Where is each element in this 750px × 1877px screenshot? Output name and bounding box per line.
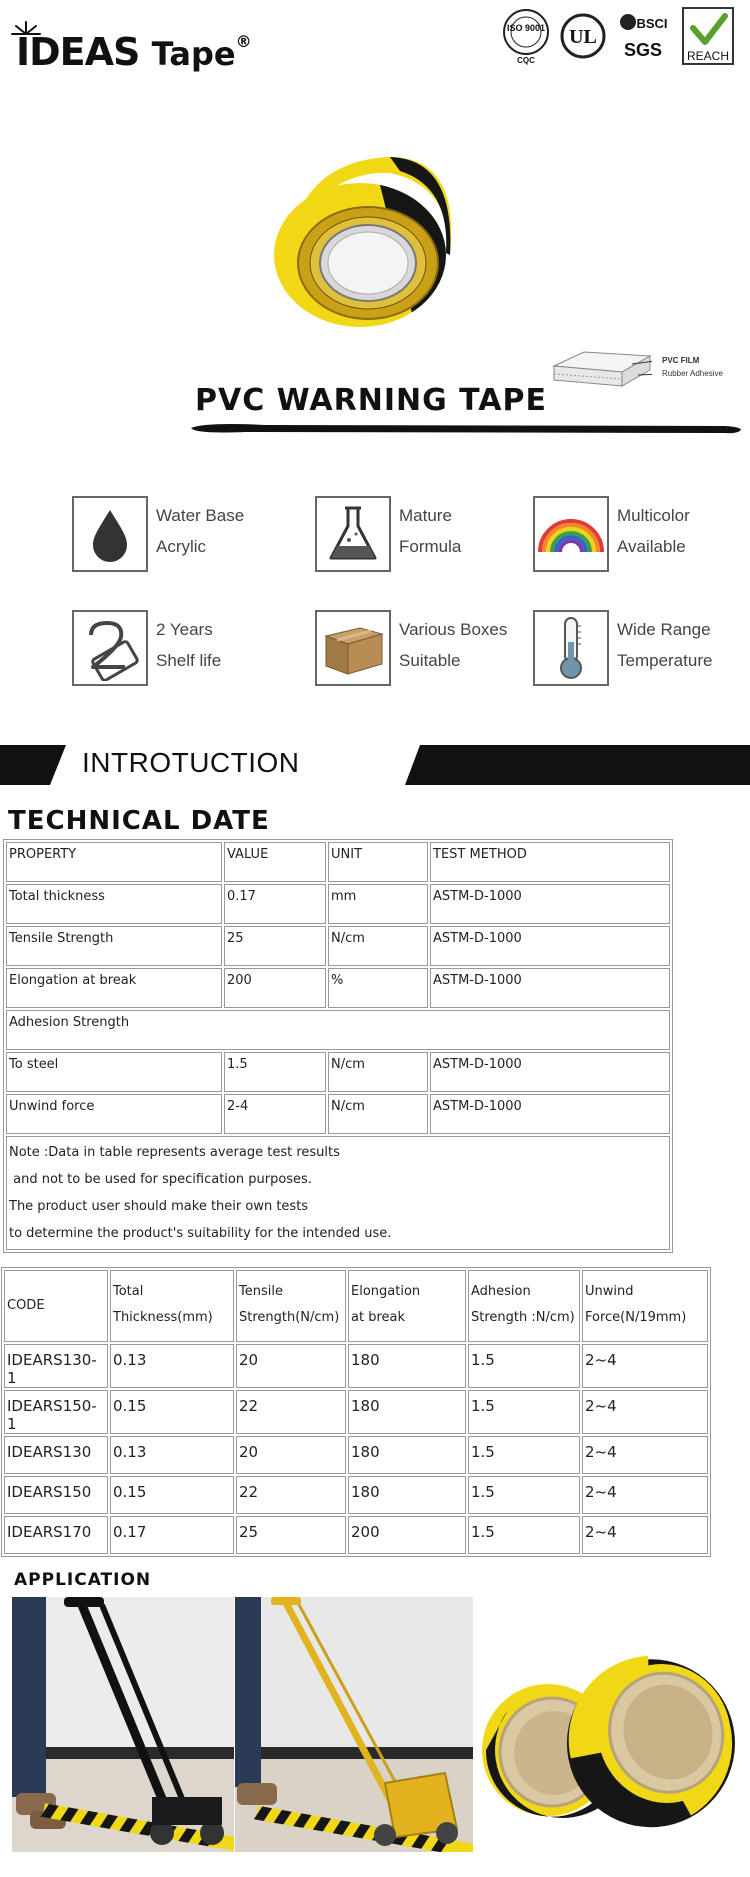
feature-shelf-life bbox=[72, 610, 292, 690]
cell: Total thickness bbox=[6, 884, 222, 924]
product-spec-table bbox=[2, 1268, 710, 1556]
cell: 1.5 bbox=[468, 1476, 580, 1514]
feature-mature-formula bbox=[315, 496, 535, 576]
header-cell bbox=[110, 1270, 234, 1342]
sgs-label: SGS bbox=[623, 40, 663, 60]
cell: 180 bbox=[348, 1344, 466, 1388]
cell: ASTM-D-1000 bbox=[430, 968, 670, 1008]
cell: 1.5 bbox=[468, 1344, 580, 1388]
table-row bbox=[4, 1436, 708, 1474]
cell: Elongation at break bbox=[6, 968, 222, 1008]
header-line: at break bbox=[351, 1310, 405, 1325]
cell: 25 bbox=[224, 926, 326, 966]
pvc-film-label: PVC FILM bbox=[662, 356, 700, 365]
cell: 1.5 bbox=[468, 1436, 580, 1474]
cell: 1.5 bbox=[224, 1052, 326, 1092]
flask-icon bbox=[315, 496, 391, 572]
two-years-icon bbox=[72, 610, 148, 686]
table-row bbox=[6, 884, 670, 924]
header-cell bbox=[468, 1270, 580, 1342]
cell: 0.13 bbox=[110, 1344, 234, 1388]
feature-various-boxes bbox=[315, 610, 535, 690]
cell: 180 bbox=[348, 1476, 466, 1514]
cell: IDEARS150 bbox=[4, 1476, 108, 1514]
note-cell bbox=[6, 1136, 670, 1250]
cell: % bbox=[328, 968, 428, 1008]
feature-line: Acrylic bbox=[156, 537, 207, 556]
cell: 2~4 bbox=[582, 1516, 708, 1554]
header-cell: TEST METHOD bbox=[430, 842, 670, 882]
cell: IDEARS130-1 bbox=[4, 1344, 108, 1388]
iso-label: ISO 9001 bbox=[506, 23, 546, 33]
table-row bbox=[6, 1052, 670, 1092]
header-line: Strength(N/cm) bbox=[239, 1310, 340, 1325]
feature-line: 2 Years bbox=[156, 620, 213, 639]
cell: 2~4 bbox=[582, 1344, 708, 1388]
header-cell bbox=[582, 1270, 708, 1342]
header-line: Thickness(mm) bbox=[113, 1310, 213, 1325]
cell: 0.15 bbox=[110, 1476, 234, 1514]
warning-tape-rolls-image bbox=[478, 1640, 750, 1830]
brand-suffix: Tape bbox=[151, 35, 236, 73]
cardboard-box-icon bbox=[315, 610, 391, 686]
cell: 20 bbox=[236, 1344, 346, 1388]
application-photo-black-applicator bbox=[12, 1597, 234, 1852]
application-photo-yellow-applicator bbox=[235, 1597, 473, 1852]
feature-line: Various Boxes bbox=[399, 620, 508, 639]
feature-line: Available bbox=[617, 537, 686, 556]
table-row bbox=[6, 926, 670, 966]
cqc-label: CQC bbox=[517, 56, 535, 65]
note-line: to determine the product's suitability for the intended use. bbox=[9, 1226, 392, 1241]
cell: 22 bbox=[236, 1476, 346, 1514]
header-line: Force(N/19mm) bbox=[585, 1310, 687, 1325]
cell: ASTM-D-1000 bbox=[430, 1052, 670, 1092]
cell: N/cm bbox=[328, 926, 428, 966]
brush-underline bbox=[185, 420, 745, 436]
feature-line: Multicolor bbox=[617, 506, 690, 525]
table-header-row bbox=[4, 1270, 708, 1342]
cell: 1.5 bbox=[468, 1516, 580, 1554]
cell: 1.5 bbox=[468, 1390, 580, 1434]
certification-logos bbox=[500, 6, 740, 68]
table-row bbox=[4, 1390, 708, 1434]
bsci-sgs-icon bbox=[616, 6, 670, 66]
note-line: The product user should make their own tests bbox=[9, 1199, 309, 1214]
header-cell: UNIT bbox=[328, 842, 428, 882]
cell: 22 bbox=[236, 1390, 346, 1434]
cell: 2~4 bbox=[582, 1476, 708, 1514]
note-line: Note :Data in table represents average test results bbox=[9, 1145, 340, 1160]
table-section-row bbox=[6, 1010, 670, 1050]
header-line: Tensile bbox=[239, 1284, 283, 1299]
cell: N/cm bbox=[328, 1094, 428, 1134]
header-cell bbox=[236, 1270, 346, 1342]
cell: 2~4 bbox=[582, 1436, 708, 1474]
cell: 180 bbox=[348, 1390, 466, 1434]
ul-label: UL bbox=[569, 26, 597, 48]
cell: 0.17 bbox=[110, 1516, 234, 1554]
rubber-adhesive-label: Rubber Adhesive bbox=[662, 369, 723, 378]
table-row bbox=[4, 1516, 708, 1554]
registered-mark: ® bbox=[235, 32, 251, 51]
header-cell: VALUE bbox=[224, 842, 326, 882]
feature-line: Wide Range bbox=[617, 620, 711, 639]
reach-label: REACH bbox=[686, 49, 730, 63]
cell: Tensile Strength bbox=[6, 926, 222, 966]
cell: 0.13 bbox=[110, 1436, 234, 1474]
feature-line: Mature bbox=[399, 506, 452, 525]
cell: ASTM-D-1000 bbox=[430, 926, 670, 966]
cell: 20 bbox=[236, 1436, 346, 1474]
header-line: Strength :N/cm) bbox=[471, 1310, 575, 1325]
note-line: and not to be used for specification purposes. bbox=[9, 1172, 312, 1187]
tape-layer-diagram bbox=[552, 350, 748, 410]
iso-9001-icon bbox=[500, 6, 552, 66]
warning-tape-roll-image bbox=[250, 145, 490, 345]
feature-line: Formula bbox=[399, 537, 462, 556]
thermometer-icon bbox=[533, 610, 609, 686]
cell: IDEARS150-1 bbox=[4, 1390, 108, 1434]
feature-temperature bbox=[533, 610, 750, 690]
table-row bbox=[4, 1476, 708, 1514]
feature-multicolor bbox=[533, 496, 750, 576]
water-drop-icon bbox=[72, 496, 148, 572]
cell: ASTM-D-1000 bbox=[430, 1094, 670, 1134]
cell: Unwind force bbox=[6, 1094, 222, 1134]
page-title: PVC WARNING TAPE bbox=[195, 383, 548, 418]
header-line: Elongation bbox=[351, 1284, 421, 1299]
reach-icon bbox=[680, 6, 736, 66]
table-header-row bbox=[6, 842, 670, 882]
cell: IDEARS130 bbox=[4, 1436, 108, 1474]
cell: 0.15 bbox=[110, 1390, 234, 1434]
header-line: Adhesion bbox=[471, 1284, 531, 1299]
brand-name: IDEAS bbox=[16, 30, 140, 74]
header-cell bbox=[348, 1270, 466, 1342]
cell: 200 bbox=[348, 1516, 466, 1554]
cell: 25 bbox=[236, 1516, 346, 1554]
technical-data-table bbox=[4, 840, 672, 1252]
ul-icon bbox=[558, 6, 608, 66]
bsci-label: BSCI bbox=[636, 16, 668, 31]
cell: 0.17 bbox=[224, 884, 326, 924]
section-cell: Adhesion Strength bbox=[6, 1010, 670, 1050]
cell: 2-4 bbox=[224, 1094, 326, 1134]
feature-water-base bbox=[72, 496, 292, 576]
feature-line: Suitable bbox=[399, 651, 461, 670]
header-cell: PROPERTY bbox=[6, 842, 222, 882]
application-heading: APPLICATION bbox=[14, 1570, 152, 1590]
table-row bbox=[4, 1344, 708, 1388]
cell: 200 bbox=[224, 968, 326, 1008]
feature-line: Temperature bbox=[617, 651, 713, 670]
header-line: Total bbox=[113, 1284, 144, 1299]
cell: IDEARS170 bbox=[4, 1516, 108, 1554]
cell: mm bbox=[328, 884, 428, 924]
rainbow-icon bbox=[533, 496, 609, 572]
header-cell bbox=[4, 1270, 108, 1342]
cell: 180 bbox=[348, 1436, 466, 1474]
table-row bbox=[6, 968, 670, 1008]
table-row bbox=[6, 1094, 670, 1134]
cell: ASTM-D-1000 bbox=[430, 884, 670, 924]
brand-logo bbox=[6, 18, 266, 78]
cell: To steel bbox=[6, 1052, 222, 1092]
header-line: Unwind bbox=[585, 1284, 634, 1299]
cell: N/cm bbox=[328, 1052, 428, 1092]
table-note-row bbox=[6, 1136, 670, 1250]
technical-heading: TECHNICAL DATE bbox=[8, 806, 270, 836]
cell: 2~4 bbox=[582, 1390, 708, 1434]
feature-line: Shelf life bbox=[156, 651, 222, 670]
intro-heading: INTROTUCTION bbox=[82, 747, 300, 778]
header-line: CODE bbox=[7, 1298, 45, 1313]
feature-line: Water Base bbox=[156, 506, 245, 525]
